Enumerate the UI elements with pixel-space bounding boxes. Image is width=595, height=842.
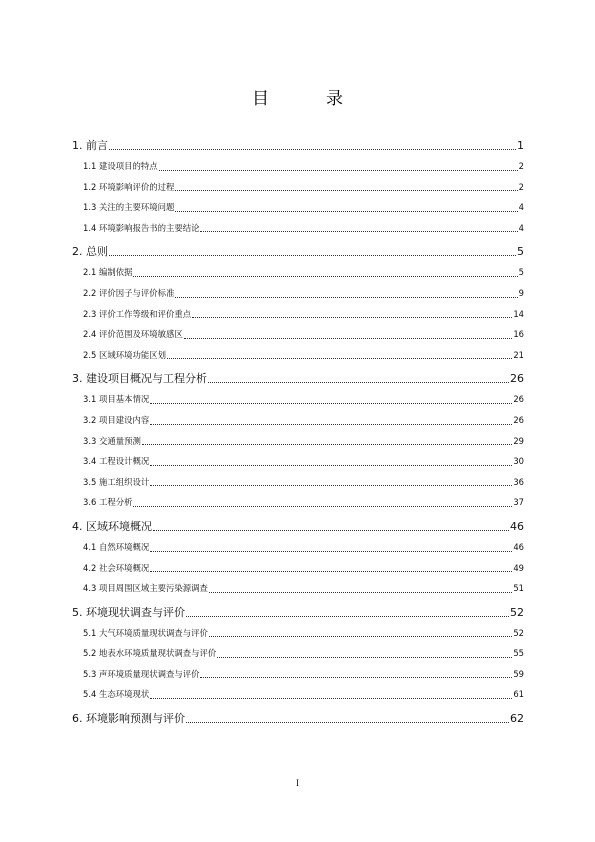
- toc-dot-leader: [217, 656, 512, 658]
- toc-entry-page: 46: [510, 519, 524, 533]
- toc-entry-label: 3.3 交通量预测: [83, 435, 141, 446]
- toc-entry-page: 21: [513, 349, 524, 360]
- toc-subsection-entry[interactable]: [72, 304, 524, 325]
- toc-entry-page: 26: [510, 372, 524, 386]
- toc-entry-label: 1. 前言: [72, 139, 108, 152]
- toc-subsection-entry[interactable]: [72, 262, 524, 283]
- toc-entry-label: 3.1 项目基本情况: [83, 394, 150, 405]
- toc-entry-label: 4. 区域环境概况: [72, 519, 152, 533]
- toc-subsection-entry[interactable]: [72, 218, 524, 239]
- toc-entry-label: 2.1 编制依据: [83, 267, 133, 278]
- toc-subsection-entry[interactable]: [72, 324, 524, 345]
- toc-dot-leader: [200, 230, 517, 232]
- toc-dot-leader: [200, 676, 512, 678]
- toc-subsection-entry[interactable]: [72, 472, 524, 493]
- toc-entry-label: 2.5 区域环境功能区划: [83, 349, 166, 360]
- toc-entry-page: 51: [513, 583, 524, 594]
- toc-entry-label: 6. 环境影响预测与评价: [72, 712, 185, 726]
- toc-section-entry[interactable]: [72, 603, 524, 623]
- toc-dot-leader: [186, 615, 509, 617]
- toc-subsection-entry[interactable]: [72, 684, 524, 705]
- toc-entry-page: 5: [517, 245, 524, 259]
- page-number: I: [296, 778, 299, 788]
- toc-entry-page: 14: [513, 308, 524, 319]
- toc-dot-leader: [142, 443, 512, 445]
- toc-section-entry[interactable]: [72, 242, 524, 262]
- toc-subsection-entry[interactable]: [72, 623, 524, 644]
- toc-dot-leader: [150, 484, 512, 486]
- toc-title: 目 录: [252, 89, 363, 109]
- toc-dot-leader: [150, 550, 512, 552]
- toc-dot-leader: [150, 464, 512, 466]
- toc-entry-page: 5: [518, 267, 524, 278]
- toc-dot-leader: [133, 275, 517, 277]
- table-of-contents: [72, 132, 524, 729]
- toc-dot-leader: [209, 591, 512, 593]
- toc-subsection-entry[interactable]: [72, 558, 524, 579]
- toc-subsection-entry[interactable]: [72, 177, 524, 198]
- toc-entry-page: 52: [513, 627, 524, 638]
- toc-entry-label: 1.3 关注的主要环境问题: [83, 202, 175, 213]
- toc-entry-page: 16: [513, 329, 524, 340]
- toc-entry-label: 5.1 大气环境质量现状调查与评价: [83, 627, 208, 638]
- toc-entry-page: 2: [518, 161, 524, 171]
- toc-entry-label: 3.2 项目建设内容: [83, 414, 150, 425]
- toc-entry-page: 52: [510, 605, 524, 619]
- toc-dot-leader: [109, 254, 516, 256]
- toc-section-entry[interactable]: [72, 709, 524, 729]
- toc-entry-label: 1.1 建设项目的特点: [83, 161, 158, 171]
- toc-dot-leader: [159, 169, 518, 171]
- toc-dot-leader: [186, 721, 509, 723]
- toc-subsection-entry[interactable]: [72, 410, 524, 431]
- toc-dot-leader: [208, 381, 509, 383]
- toc-dot-leader: [209, 635, 512, 637]
- toc-entry-label: 3. 建设项目概况与工程分析: [72, 372, 207, 386]
- toc-dot-leader: [175, 296, 517, 298]
- toc-entry-page: 36: [513, 476, 524, 487]
- toc-entry-page: 2: [518, 181, 524, 192]
- toc-entry-label: 5. 环境现状调查与评价: [72, 605, 185, 619]
- toc-subsection-entry[interactable]: [72, 537, 524, 558]
- toc-subsection-entry[interactable]: [72, 345, 524, 366]
- toc-dot-leader: [167, 357, 512, 359]
- toc-entry-page: 46: [513, 541, 524, 552]
- toc-entry-page: 29: [513, 435, 524, 446]
- toc-dot-leader: [192, 316, 512, 318]
- toc-dot-leader: [109, 148, 516, 150]
- toc-entry-label: 4.3 项目周围区域主要污染源调查: [83, 583, 208, 594]
- toc-subsection-entry[interactable]: [72, 664, 524, 685]
- toc-entry-page: 62: [510, 712, 524, 726]
- toc-entry-page: 61: [513, 689, 524, 700]
- toc-entry-label: 2. 总则: [72, 245, 108, 259]
- toc-entry-page: 37: [513, 497, 524, 508]
- toc-entry-label: 4.2 社会环境概况: [83, 562, 150, 573]
- toc-subsection-entry[interactable]: [72, 451, 524, 472]
- toc-entry-page: 9: [518, 287, 524, 298]
- toc-dot-leader: [150, 423, 512, 425]
- toc-entry-label: 5.3 声环境质量现状调查与评价: [83, 668, 200, 679]
- toc-entry-label: 1.2 环境影响评价的过程: [83, 181, 175, 192]
- toc-entry-label: 4.1 自然环境概况: [83, 541, 150, 552]
- toc-entry-label: 5.2 地表水环境质量现状调查与评价: [83, 648, 217, 659]
- toc-section-entry[interactable]: [72, 369, 524, 389]
- toc-subsection-entry[interactable]: [72, 283, 524, 304]
- toc-dot-leader: [175, 210, 517, 212]
- toc-subsection-entry[interactable]: [72, 578, 524, 599]
- toc-dot-leader: [153, 529, 509, 531]
- toc-entry-page: 55: [513, 648, 524, 659]
- toc-dot-leader: [184, 337, 513, 339]
- toc-entry-label: 5.4 生态环境现状: [83, 689, 150, 700]
- toc-subsection-entry[interactable]: [72, 156, 524, 177]
- toc-entry-label: 1.4 环境影响报告书的主要结论: [83, 222, 200, 233]
- toc-entry-page: 49: [513, 562, 524, 573]
- toc-section-entry[interactable]: [72, 517, 524, 537]
- toc-entry-label: 3.6 工程分析: [83, 497, 133, 508]
- toc-dot-leader: [150, 402, 512, 404]
- toc-dot-leader: [133, 505, 512, 507]
- toc-entry-label: 3.4 工程设计概况: [83, 456, 150, 467]
- toc-subsection-entry[interactable]: [72, 389, 524, 410]
- toc-entry-page: 26: [513, 394, 524, 405]
- toc-entry-page: 4: [518, 202, 524, 213]
- toc-entry-label: 2.4 评价范围及环境敏感区: [83, 329, 183, 340]
- toc-entry-page: 59: [513, 668, 524, 679]
- toc-entry-page: 1: [517, 139, 524, 152]
- toc-dot-leader: [150, 697, 512, 699]
- toc-entry-label: 2.3 评价工作等级和评价重点: [83, 308, 192, 319]
- toc-dot-leader: [150, 570, 512, 572]
- toc-entry-page: 30: [513, 456, 524, 467]
- toc-entry-label: 2.2 评价因子与评价标准: [83, 287, 175, 298]
- toc-subsection-entry[interactable]: [72, 643, 524, 664]
- toc-subsection-entry[interactable]: [72, 492, 524, 513]
- toc-subsection-entry[interactable]: [72, 431, 524, 452]
- toc-entry-page: 26: [513, 414, 524, 425]
- toc-dot-leader: [175, 189, 517, 191]
- toc-section-entry[interactable]: [72, 136, 524, 156]
- toc-subsection-entry[interactable]: [72, 197, 524, 218]
- toc-entry-page: 4: [518, 222, 524, 233]
- toc-entry-label: 3.5 施工组织设计: [83, 476, 150, 487]
